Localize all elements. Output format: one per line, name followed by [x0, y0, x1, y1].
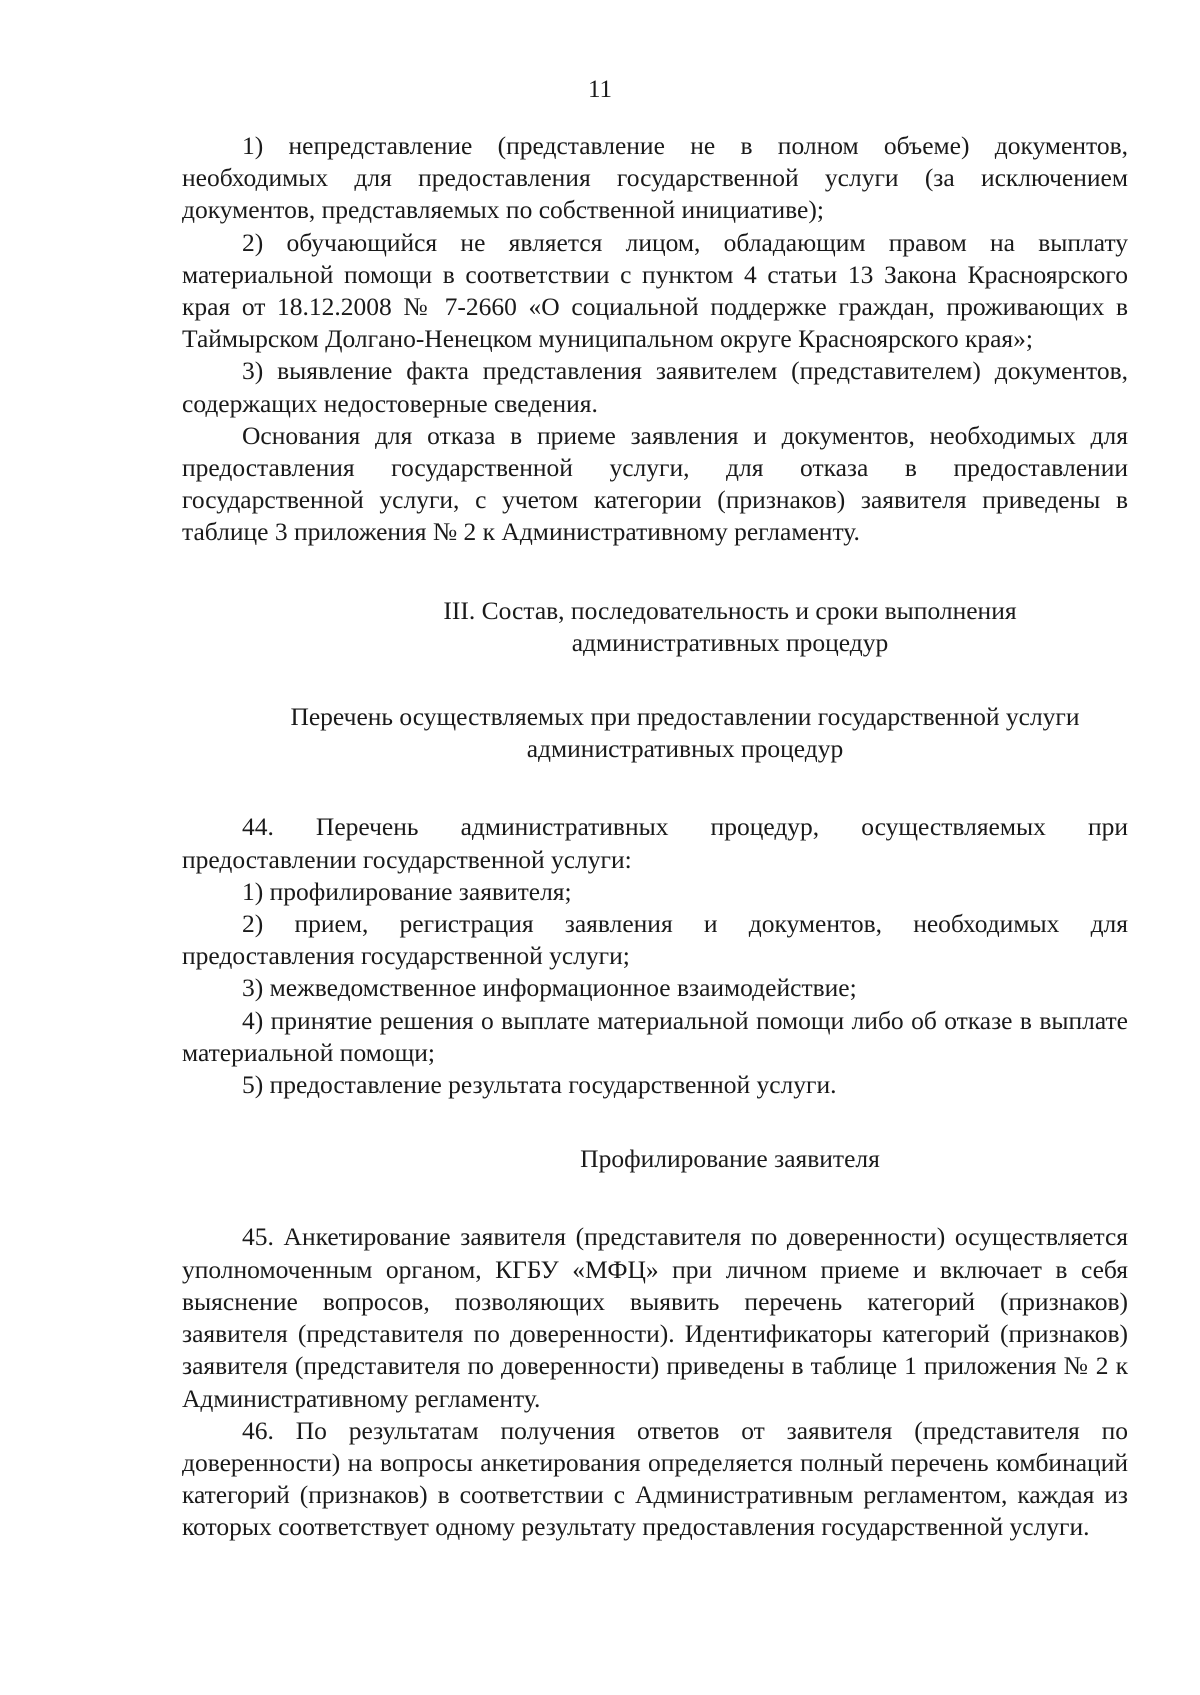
list-item-procedure-2: 2) прием, регистрация заявления и документов, необходимых для предоставления государственной услуги;: [182, 909, 1128, 971]
list-item-procedure-3: 3) межведомственное информационное взаимодействие;: [242, 973, 857, 1003]
list-item-procedure-4: 4) принятие решения о выплате материальной помощи либо об отказе в выплате материальной помощи;: [182, 1005, 1128, 1067]
paragraph-refusal-1: 1) непредставление (представление не в полном объеме) документов, необходимых для предоставления государственной услуги (за исключением документов, представляемых по собственной инициативе);: [182, 131, 1128, 225]
list-item-procedure-1: 1) профилирование заявителя;: [242, 876, 572, 906]
paragraph-refusal-2: 2) обучающийся не является лицом, обладающим правом на выплату материальной помощи в соответствии с пунктом 4 статьи 13 Закона Красноярского края от 18.12.2008 № 7-2660 «О социальной поддержке граждан, проживающих в Таймырском Долгано-Ненецком муниципальном округе Красноярского края»;: [182, 227, 1128, 354]
subheading-procedures-list: [182, 701, 1128, 765]
subheading-profiling: Профилирование заявителя: [580, 1144, 880, 1174]
paragraph-refusal-3: 3) выявление факта представления заявителем (представителем) документов, содержащих недостоверные сведения.: [182, 356, 1128, 418]
list-item-procedure-5: 5) предоставление результата государственной услуги.: [242, 1070, 837, 1100]
section-heading: [182, 595, 1128, 659]
paragraph-46: 46. По результатам получения ответов от заявителя (представителя по доверенности) на вопросы анкетирования определяется полный перечень комбинаций категорий (признаков) в соответствии с Административным регламентом, каждая из которых соответствует одному результату предоставления государственной услуги.: [182, 1415, 1128, 1542]
paragraph-refusal-grounds: Основания для отказа в приеме заявления и документов, необходимых для предоставления государственной услуги, для отказа в предоставлении государственной услуги, с учетом категории (признаков) заявителя приведены в таблице 3 приложения № 2 к Административному регламенту.: [182, 420, 1128, 547]
section-heading-line2: административных процедур: [571, 627, 889, 657]
document-body: [182, 130, 1128, 1544]
subheading-procedures-line2: административных процедур: [526, 734, 844, 764]
paragraph-45: 45. Анкетирование заявителя (представителя по доверенности) осуществляется уполномоченным органом, КГБУ «МФЦ» при личном приеме и включает в себя выяснение вопросов, позволяющих выявить перечень категорий (признаков) заявителя (представителя по доверенности). Идентификаторы категорий (признаков) заявителя (представителя по доверенности) приведены в таблице 1 приложения № 2 к Административному регламенту.: [182, 1222, 1128, 1413]
section-heading-line1: III. Состав, последовательность и сроки выполнения: [443, 595, 1017, 625]
page-number: 11: [587, 76, 613, 103]
paragraph-44: 44. Перечень административных процедур, осуществляемых при предоставлении государственной услуги:: [182, 812, 1128, 874]
subheading-procedures-line1: Перечень осуществляемых при предоставлении государственной услуги: [290, 702, 1080, 732]
